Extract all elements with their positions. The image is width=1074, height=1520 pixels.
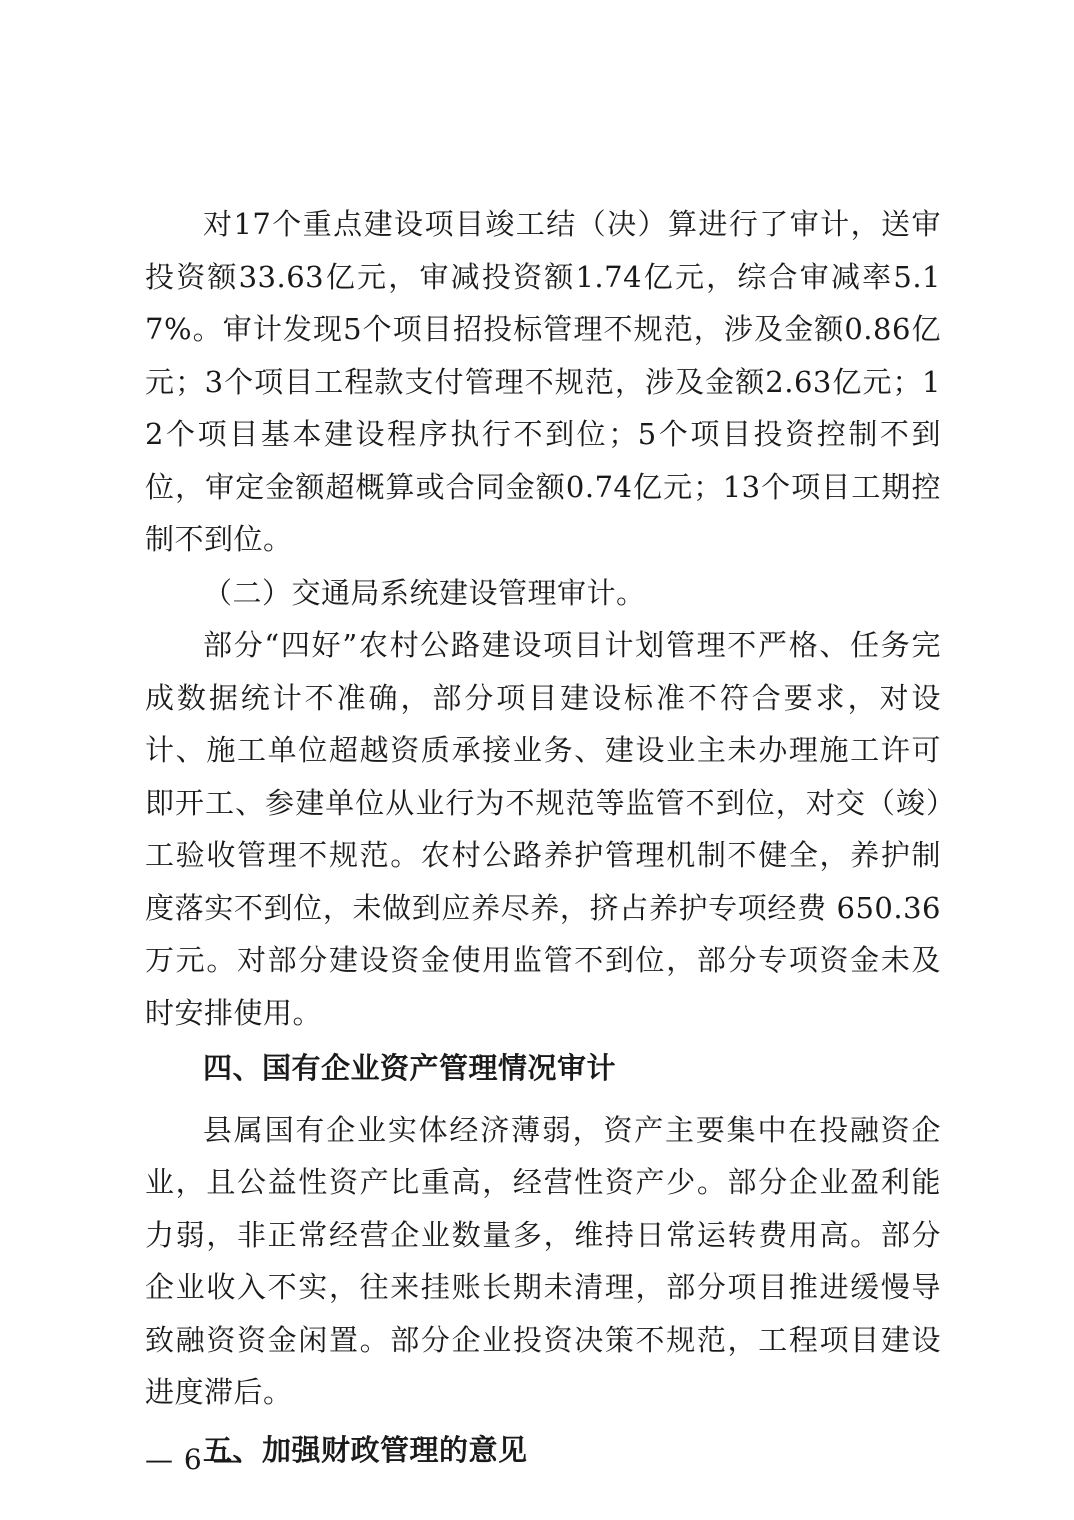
paragraph-transport-audit: 部分“四好”农村公路建设项目计划管理不严格、任务完成数据统计不准确，部分项目建设标准不符合要求，对设计、施工单位超越资质承接业务、建设业主未办理施工许可即开工、参建单位从业行为不规范等监管不到位，对交（竣）工验收管理不规范。农村公路养护管理机制不健全，养护制度落实不到位，未做到应养尽养，挤占养护专项经费 650.36 万元。对部分建设资金使用监管不到位，部分专项资金未及时安排使用。	[145, 628, 941, 1030]
page-number: — 6 —	[145, 1443, 242, 1476]
document-body	[145, 198, 941, 1476]
subheading-transport-audit: （二）交通局系统建设管理审计。	[203, 575, 646, 610]
paragraph-project-audit: 对17个重点建设项目竣工结（决）算进行了审计，送审投资额33.63亿元，审减投资额1.74亿元，综合审减率5.17%。审计发现5个项目招投标管理不规范，涉及金额0.86亿元；3个项目工程款支付管理不规范，涉及金额2.63亿元；12个项目基本建设程序执行不到位；5个项目投资控制不到位，审定金额超概算或合同金额0.74亿元；13个项目工期控制不到位。	[145, 207, 941, 556]
paragraph-soe-audit: 县属国有企业实体经济薄弱，资产主要集中在投融资企业，且公益性资产比重高，经营性资产少。部分企业盈利能力弱，非正常经营企业数量多，维持日常运转费用高。部分企业收入不实，往来挂账长期未清理，部分项目推进缓慢导致融资资金闲置。部分企业投资决策不规范，工程项目建设进度滞后。	[145, 1112, 941, 1409]
heading-finance-opinions: 五、加强财政管理的意见	[203, 1432, 528, 1467]
heading-soe-audit: 四、国有企业资产管理情况审计	[203, 1051, 617, 1085]
